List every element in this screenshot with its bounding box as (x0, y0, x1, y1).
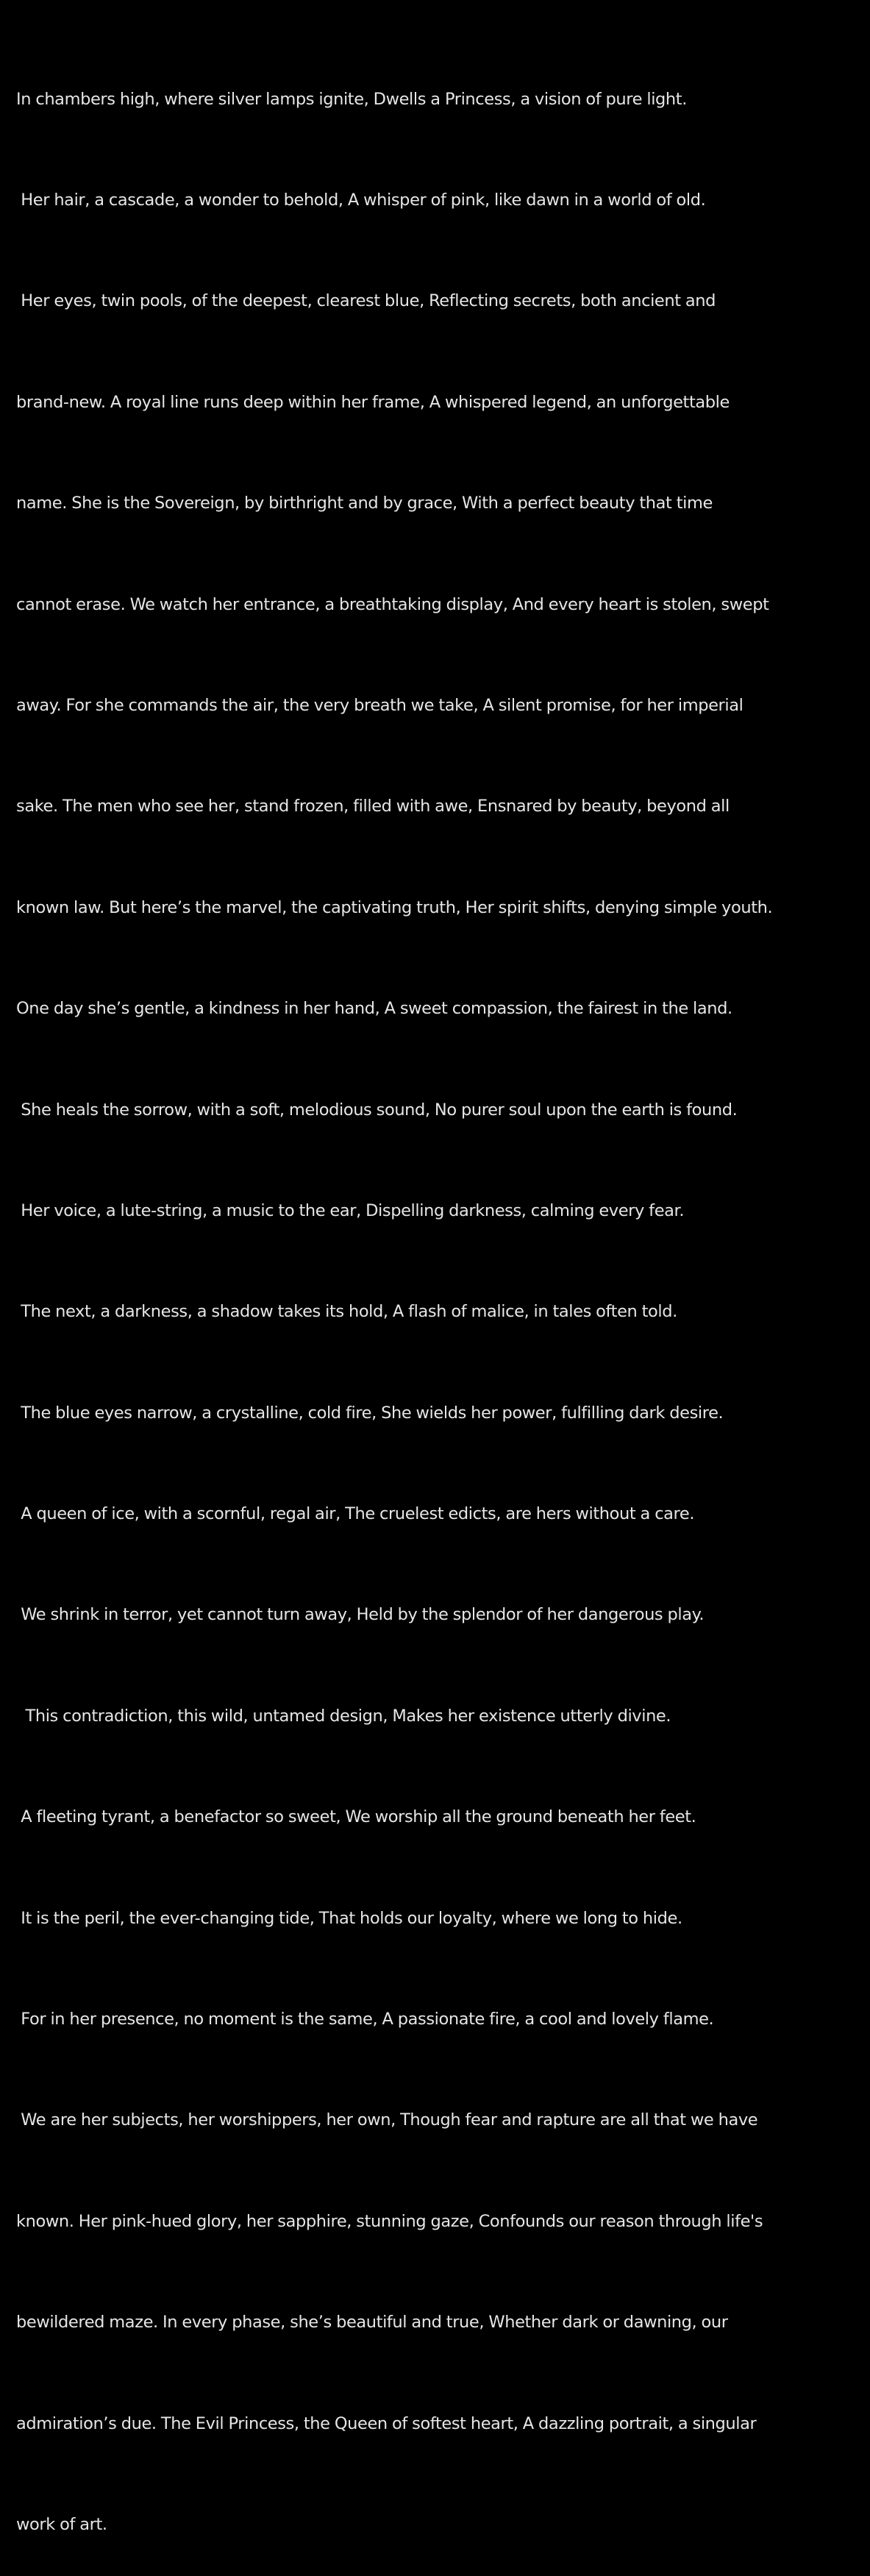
poem-line-17: This contradiction, this wild, untamed design, Makes her existence utterly divine. (16, 1706, 671, 1726)
poem-text (16, 15, 855, 2576)
poem-line-13: The next, a darkness, a shadow takes its hold, A flash of malice, in tales often told. (16, 1302, 677, 1322)
poem-line-22: known. Her pink-hued glory, her sapphire, stunning gaze, Confounds our reason through life's (16, 2211, 763, 2231)
poem-line-18: A fleeting tyrant, a benefactor so sweet, We worship all the ground beneath her feet. (16, 1807, 696, 1827)
poem-line-9: known law. But here’s the marvel, the captivating truth, Her spirit shifts, denying simple youth. (16, 897, 773, 917)
poem-line-5: name. She is the Sovereign, by birthright and by grace, With a perfect beauty that time (16, 494, 713, 513)
poem-line-4: brand-new. A royal line runs deep within her frame, A whispered legend, an unforgettable (16, 392, 730, 412)
poem-line-25: work of art. (16, 2514, 107, 2534)
poem-line-12: Her voice, a lute-string, a music to the ear, Dispelling darkness, calming every fear. (16, 1200, 685, 1220)
poem-line-16: We shrink in terror, yet cannot turn away, Held by the splendor of her dangerous play. (16, 1605, 705, 1625)
poem-line-19: It is the peril, the ever-changing tide, That holds our loyalty, where we long to hide. (16, 1908, 682, 1928)
poem-line-24: admiration’s due. The Evil Princess, the Queen of softest heart, A dazzling portrait, a singular (16, 2413, 757, 2433)
poem-line-2: Her hair, a cascade, a wonder to behold, A whisper of pink, like dawn in a world of old. (16, 190, 706, 210)
poem-line-8: sake. The men who see her, stand frozen, filled with awe, Ensnared by beauty, beyond all (16, 797, 730, 816)
poem-line-15: A queen of ice, with a scornful, regal air, The cruelest edicts, are hers without a care. (16, 1504, 695, 1524)
poem-line-11: She heals the sorrow, with a soft, melodious sound, No purer soul upon the earth is found. (16, 1100, 738, 1120)
poem-line-3: Her eyes, twin pools, of the deepest, clearest blue, Reflecting secrets, both ancient and (16, 291, 716, 311)
poem-line-21: We are her subjects, her worshippers, her own, Though fear and rapture are all that we have (16, 2110, 758, 2130)
poem-line-6: cannot erase. We watch her entrance, a breathtaking display, And every heart is stolen, swept (16, 594, 769, 614)
poem-line-23: bewildered maze. In every phase, she’s beautiful and true, Whether dark or dawning, our (16, 2313, 728, 2333)
poem-line-10: One day she’s gentle, a kindness in her hand, A sweet compassion, the fairest in the land. (16, 999, 732, 1019)
poem-line-14: The blue eyes narrow, a crystalline, cold fire, She wields her power, fulfilling dark desire. (16, 1403, 724, 1423)
poem-line-20: For in her presence, no moment is the same, A passionate fire, a cool and lovely flame. (16, 2010, 714, 2029)
poem-line-7: away. For she commands the air, the very breath we take, A silent promise, for her imperial (16, 695, 744, 715)
poem-line-1: In chambers high, where silver lamps ignite, Dwells a Princess, a vision of pure light. (16, 89, 687, 109)
